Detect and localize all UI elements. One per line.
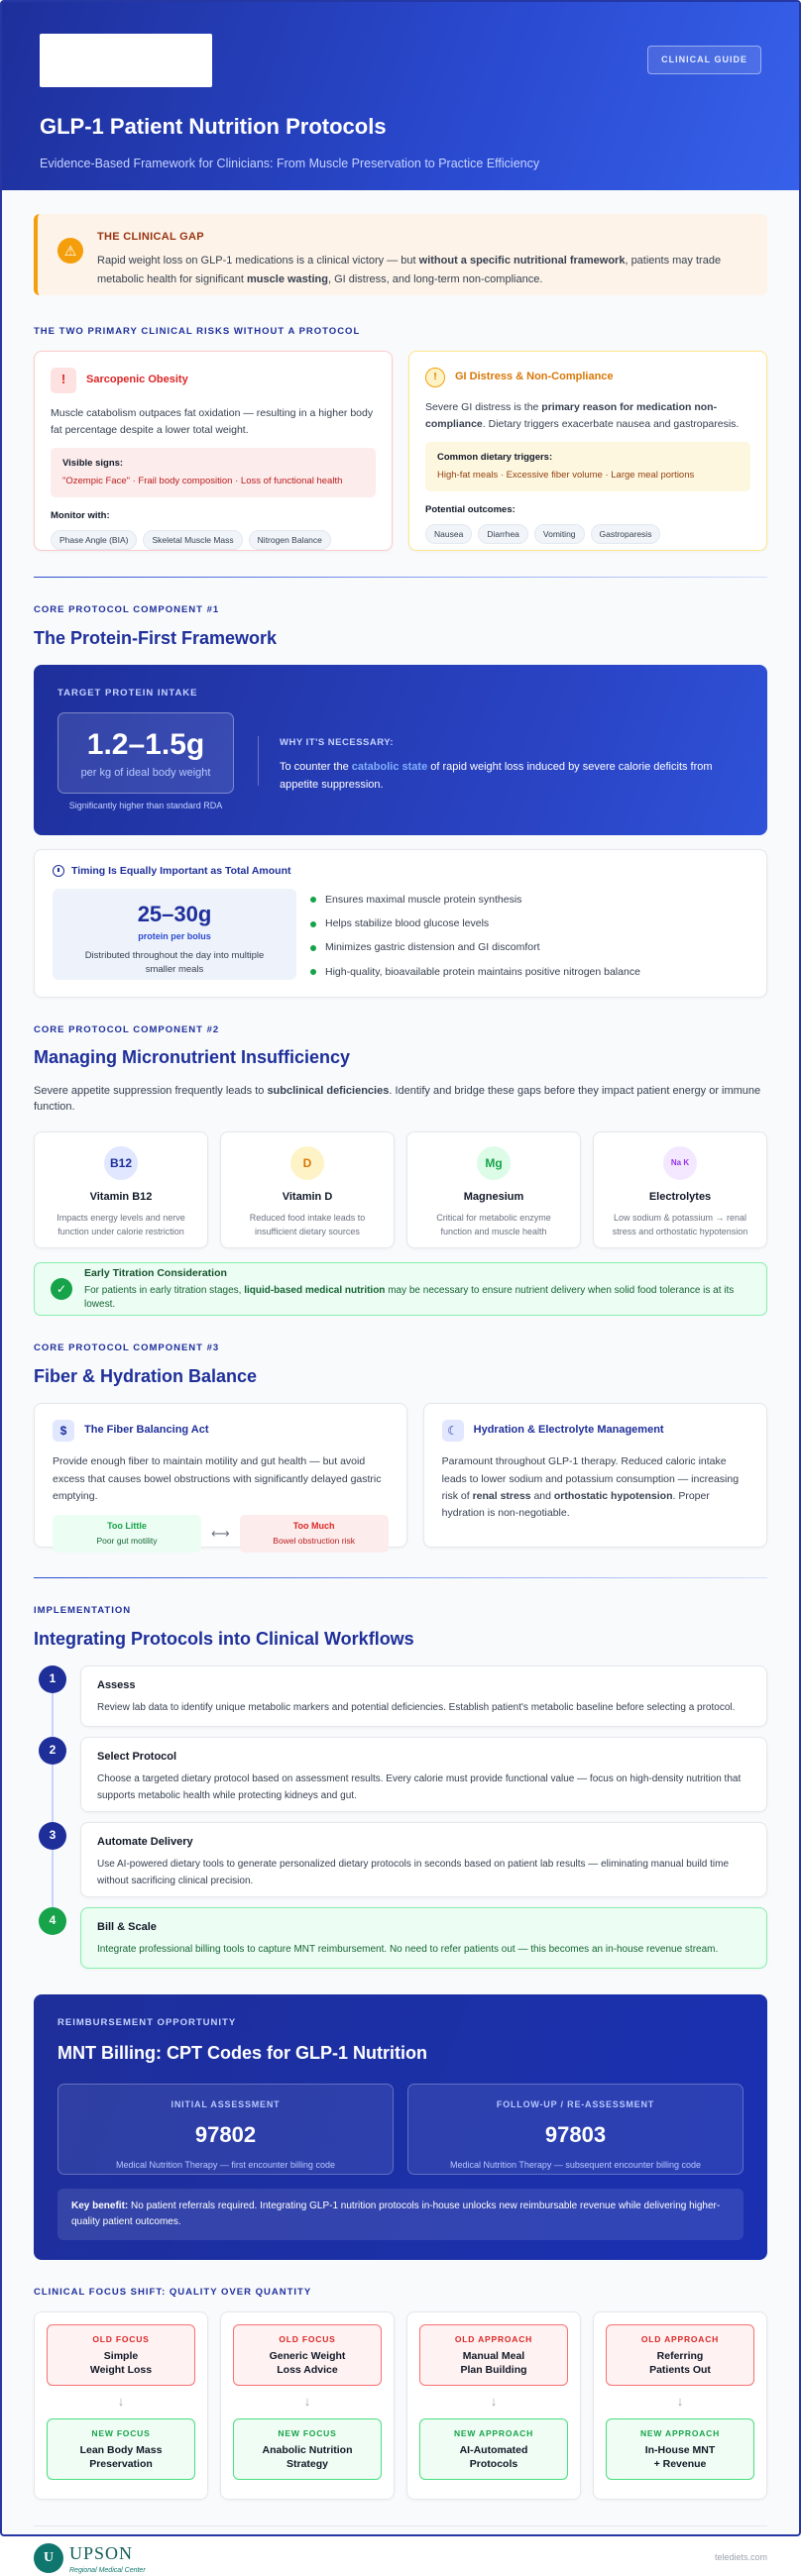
- workflow-section-title: Integrating Protocols into Clinical Workflows: [34, 1628, 414, 1649]
- step-number: 4: [39, 1907, 66, 1935]
- sarcopenic-obesity-card: [34, 351, 393, 551]
- step-number: 3: [39, 1822, 66, 1850]
- logo-placeholder: [40, 34, 212, 87]
- sarcopenic-obesity-desc: Muscle catabolism outpaces fat oxidation — resulting in a higher body fat percentage despite a lower total weight.: [51, 406, 374, 436]
- fiber-section-label: CORE PROTOCOL COMPONENT #3: [34, 1342, 220, 1354]
- fiber-desc: Provide enough fiber to maintain motility and gut health — but avoid excess that causes bowel obstructions with significantly delayed gastric emptying.: [53, 1455, 382, 1502]
- protein-value-box: [57, 712, 234, 794]
- check-icon: ✓: [51, 1278, 72, 1300]
- footer-url[interactable]: telediets.com: [714, 2552, 767, 2563]
- protein-target-panel: [34, 665, 767, 835]
- vitamin-d-icon: D: [290, 1146, 324, 1180]
- cpt-code-card: [407, 2084, 744, 2175]
- warning-icon: ⚠: [57, 238, 83, 264]
- protein-unit: per kg of ideal body weight: [80, 767, 211, 780]
- list-item: High-quality, bioavailable protein maintains positive nitrogen balance: [310, 965, 640, 980]
- dietary-triggers-title: Common dietary triggers:: [437, 452, 553, 464]
- step-desc: Choose a targeted dietary protocol based on assessment results. Every calorie must provide functional value — focus on high-density nutrition that supports metabolic health while protecting kidneys and gut.: [97, 1773, 742, 1801]
- focus-shift-card: OLD APPROACH Manual Meal Plan Building ↓ NEW APPROACH AI-Automated Protocols: [406, 2311, 581, 2500]
- step-desc: Integrate professional billing tools to capture MNT reimbursement. No need to refer patients out — this becomes an in-house revenue stream.: [97, 1944, 719, 1956]
- new-focus: AI-Automated Protocols: [459, 2444, 528, 2471]
- gi-distress-card: [408, 351, 767, 551]
- micronutrient-name: Electrolytes: [648, 1191, 712, 1204]
- hydration-title: Hydration & Electrolyte Management: [473, 1424, 664, 1437]
- footer: [34, 2525, 767, 2576]
- visible-signs-title: Visible signs:: [62, 458, 124, 470]
- too-much-box: Too Much Bowel obstruction risk: [240, 1515, 389, 1553]
- cpt-code-title: FOLLOW-UP / RE-ASSESSMENT: [496, 2098, 655, 2109]
- b12-icon: B12: [104, 1146, 138, 1180]
- hydration-card: [423, 1403, 767, 1548]
- monitor-chip: Phase Angle (BIA): [51, 530, 137, 550]
- step-number: 2: [39, 1737, 66, 1765]
- micronutrient-card-b12: [34, 1131, 208, 1248]
- dollar-icon: $: [53, 1420, 74, 1442]
- old-focus: Manual Meal Plan Building: [460, 2350, 527, 2377]
- focus-shift-card: OLD FOCUS Generic Weight Loss Advice ↓ NEW FOCUS Anabolic Nutrition Strategy: [220, 2311, 395, 2500]
- micronutrient-card-d: [220, 1131, 395, 1248]
- panel-divider: [258, 736, 259, 786]
- magnesium-icon: Mg: [477, 1146, 511, 1180]
- outcome-chip: Nausea: [425, 524, 472, 544]
- workflow-step: [34, 1822, 767, 1897]
- outcome-chip: Vomiting: [534, 524, 585, 544]
- shift-section-label: CLINICAL FOCUS SHIFT: QUALITY OVER QUANTITY: [34, 2287, 312, 2299]
- arrow-down-icon: ↓: [303, 2393, 311, 2409]
- list-item: Helps stabilize blood glucose levels: [310, 916, 640, 931]
- protein-value: 1.2–1.5g: [86, 727, 205, 761]
- micro-intro: Severe appetite suppression frequently leads to subclinical deficiencies. Identify and bridge these gaps before they impact patient energy or immune function.: [34, 1085, 761, 1114]
- new-focus: Anabolic Nutrition Strategy: [262, 2444, 353, 2471]
- clinical-gap-title: THE CLINICAL GAP: [97, 231, 204, 243]
- step-title: Assess: [97, 1679, 136, 1692]
- upson-logo: U UPSON Regional Medical Center: [34, 2540, 146, 2576]
- workflow-step: [34, 1907, 767, 1969]
- page-title: GLP-1 Patient Nutrition Protocols: [40, 114, 387, 139]
- step-desc: Review lab data to identify unique metabolic markers and potential deficiencies. Establish patient's metabolic baseline before selecting a protocol.: [97, 1702, 736, 1714]
- workflow-step: [34, 1665, 767, 1727]
- protein-note: Significantly higher than standard RDA: [68, 800, 223, 810]
- bolus-box: [53, 889, 296, 980]
- page-subtitle: Evidence-Based Framework for Clinicians: From Muscle Preservation to Practice Efficiency: [40, 156, 540, 170]
- protein-section-label: CORE PROTOCOL COMPONENT #1: [34, 603, 220, 615]
- cpt-code-card: [57, 2084, 394, 2175]
- gi-distress-desc: Severe GI distress is the primary reason for medication non-compliance. Dietary triggers exacerbate nausea and gastroparesis.: [425, 400, 740, 430]
- section-divider: [34, 1577, 767, 1578]
- micronutrient-desc: Impacts energy levels and nerve function under calorie restriction: [57, 1213, 185, 1237]
- caution-icon: !: [425, 368, 445, 387]
- step-title: Select Protocol: [97, 1751, 177, 1764]
- bolus-unit: protein per bolus: [138, 930, 211, 941]
- workflow-section-label: IMPLEMENTATION: [34, 1605, 132, 1617]
- clinical-gap-callout: [34, 214, 767, 295]
- micronutrient-name: Vitamin B12: [89, 1191, 153, 1204]
- step-number: 1: [39, 1665, 66, 1693]
- step-title: Automate Delivery: [97, 1836, 193, 1849]
- old-focus: Generic Weight Loss Advice: [269, 2350, 346, 2377]
- clinical-gap-text: Rapid weight loss on GLP-1 medications is a clinical victory — but without a specific nutritional framework, patients may trade metabolic health for significant muscle wasting, GI distress, and long-term non-compliance.: [97, 254, 722, 285]
- micronutrient-name: Vitamin D: [282, 1191, 333, 1204]
- arrow-down-icon: ↓: [490, 2393, 498, 2409]
- why-necessary-text: To counter the catabolic state of rapid weight loss induced by severe calorie deficits from appetite suppression.: [280, 761, 713, 791]
- alert-icon: !: [51, 368, 76, 393]
- fiber-section-title: Fiber & Hydration Balance: [34, 1366, 258, 1387]
- moon-icon: ☾: [442, 1420, 464, 1442]
- visible-signs-box: [51, 448, 376, 497]
- cpt-code-desc: Medical Nutrition Therapy — subsequent encounter billing code: [450, 2159, 701, 2170]
- risks-section-label: THE TWO PRIMARY CLINICAL RISKS WITHOUT A PROTOCOL: [34, 326, 361, 337]
- old-focus: Simple Weight Loss: [89, 2350, 153, 2377]
- protein-section-title: The Protein-First Framework: [34, 627, 278, 648]
- early-titration-callout: [34, 1262, 767, 1316]
- key-benefit: Key benefit: No patient referrals required. Integrating GLP-1 nutrition protocols in-house unlocks new reimbursable revenue while delivering higher-quality patient outcomes.: [57, 2189, 744, 2240]
- electrolytes-icon: Na K: [663, 1146, 697, 1180]
- bolus-desc: Distributed throughout the day into multiple smaller meals: [84, 949, 265, 976]
- logo-mark-icon: U: [34, 2543, 63, 2573]
- new-focus: In-House MNT + Revenue: [644, 2444, 716, 2471]
- new-focus: Lean Body Mass Preservation: [79, 2444, 163, 2471]
- titration-title: Early Titration Consideration: [84, 1266, 227, 1279]
- outcomes-title: Potential outcomes:: [425, 503, 515, 515]
- dietary-triggers-list: High-fat meals · Excessive fiber volume · Large meal portions: [437, 470, 695, 482]
- cpt-code-title: INITIAL ASSESSMENT: [171, 2098, 281, 2109]
- visible-signs-list: "Ozempic Face" · Frail body composition · Loss of functional health: [62, 476, 343, 487]
- old-focus: Referring Patients Out: [649, 2350, 711, 2377]
- clinical-guide-badge: CLINICAL GUIDE: [647, 46, 761, 74]
- too-little-box: Too Little Poor gut motility: [53, 1515, 201, 1553]
- timing-title: Timing Is Equally Important as Total Amount: [71, 864, 291, 877]
- micronutrient-card-mg: [406, 1131, 581, 1248]
- dietary-triggers-box: [425, 442, 750, 491]
- micronutrient-name: Magnesium: [463, 1191, 524, 1204]
- section-divider: [34, 577, 767, 578]
- micronutrient-desc: Reduced food intake leads to insufficient dietary sources: [249, 1213, 366, 1237]
- billing-title: MNT Billing: CPT Codes for GLP-1 Nutrition: [57, 2042, 427, 2063]
- micro-section-title: Managing Micronutrient Insufficiency: [34, 1047, 351, 1068]
- balance-arrow-icon: ⟷: [211, 1525, 230, 1541]
- bolus-value: 25–30g: [137, 901, 212, 926]
- timing-card: [34, 849, 767, 998]
- monitor-chip: Skeletal Muscle Mass: [143, 530, 242, 550]
- target-protein-label: TARGET PROTEIN INTAKE: [57, 687, 198, 698]
- workflow-step: [34, 1737, 767, 1812]
- hero-header: [2, 2, 799, 190]
- cpt-code-desc: Medical Nutrition Therapy — first encounter billing code: [116, 2159, 335, 2170]
- hydration-desc: Paramount throughout GLP-1 therapy. Reduced caloric intake leads to lower sodium and potassium consumption — increasing risk of renal stress and orthostatic hypotension. Proper hydration is non-negotiable.: [441, 1455, 740, 1520]
- timing-benefits-list: [310, 889, 640, 989]
- fiber-card: [34, 1403, 407, 1548]
- micronutrient-desc: Critical for metabolic enzyme function and muscle health: [436, 1213, 551, 1237]
- billing-panel: [34, 1994, 767, 2260]
- why-necessary-title: WHY IT'S NECESSARY:: [280, 736, 395, 748]
- micro-section-label: CORE PROTOCOL COMPONENT #2: [34, 1023, 220, 1035]
- micronutrient-card-electrolytes: [593, 1131, 767, 1248]
- monitor-chip: Nitrogen Balance: [249, 530, 331, 550]
- outcome-chip: Diarrhea: [478, 524, 528, 544]
- workflow-steps: [34, 1665, 767, 1969]
- focus-shift-card: OLD FOCUS Simple Weight Loss ↓ NEW FOCUS Lean Body Mass Preservation: [34, 2311, 208, 2500]
- billing-label: REIMBURSEMENT OPPORTUNITY: [57, 2017, 237, 2029]
- why-necessary: [280, 736, 728, 795]
- micronutrient-desc: Low sodium & potassium → renal stress and orthostatic hypotension: [612, 1213, 748, 1237]
- clock-icon: [53, 865, 64, 877]
- outcome-chip: Gastroparesis: [591, 524, 661, 544]
- arrow-down-icon: ↓: [676, 2393, 684, 2409]
- titration-text: For patients in early titration stages, liquid-based medical nutrition may be necessary to ensure nutrient delivery when solid food tolerance is at its lowest.: [84, 1284, 735, 1311]
- monitor-title: Monitor with:: [51, 509, 110, 521]
- sarcopenic-obesity-title: Sarcopenic Obesity: [86, 373, 188, 385]
- list-item: Ensures maximal muscle protein synthesis: [310, 893, 640, 908]
- step-title: Bill & Scale: [97, 1921, 157, 1934]
- step-desc: Use AI-powered dietary tools to generate personalized dietary protocols in seconds based on patient lab results — eliminating manual build time without sacrificing clinical precision.: [97, 1859, 730, 1886]
- fiber-title: The Fiber Balancing Act: [84, 1424, 209, 1437]
- list-item: Minimizes gastric distension and GI discomfort: [310, 940, 640, 955]
- focus-shift-card: OLD APPROACH Referring Patients Out ↓ NEW APPROACH In-House MNT + Revenue: [593, 2311, 767, 2500]
- arrow-down-icon: ↓: [117, 2393, 125, 2409]
- gi-distress-title: GI Distress & Non-Compliance: [455, 370, 614, 382]
- cpt-code-number: 97802: [194, 2121, 257, 2147]
- cpt-code-number: 97803: [544, 2121, 607, 2147]
